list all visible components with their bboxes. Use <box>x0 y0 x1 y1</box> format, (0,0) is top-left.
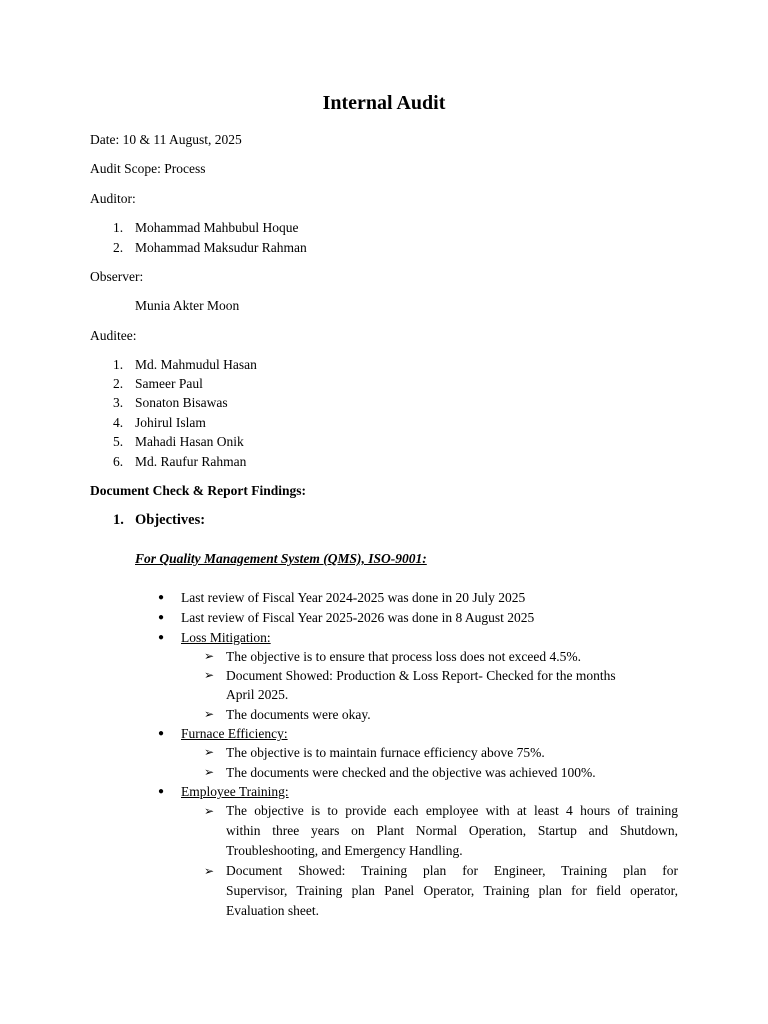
auditee-item: Sonaton Bisawas <box>135 395 228 410</box>
bullet-icon: ● <box>158 612 165 623</box>
auditor-item: Mohammad Mahbubul Hoque <box>135 220 299 235</box>
auditee-number: 3. <box>113 395 124 410</box>
audit-scope: Audit Scope: Process <box>90 161 206 176</box>
auditee-item: Johirul Islam <box>135 415 206 430</box>
arrow-bullet-icon: ➢ <box>204 864 215 878</box>
auditee-item: Sameer Paul <box>135 376 203 391</box>
auditor-item: Mohammad Maksudur Rahman <box>135 240 307 255</box>
training-item-line: within three years on Plant Normal Operation, Startup and Shutdown, <box>226 823 678 838</box>
furnace-item: The documents were checked and the objective was achieved 100%. <box>226 765 596 780</box>
page-title: Internal Audit <box>322 92 446 114</box>
auditor-number: 1. <box>113 220 124 235</box>
auditee-item: Md. Raufur Rahman <box>135 454 247 469</box>
auditee-number: 6. <box>113 454 124 469</box>
employee-training-label: Employee Training: <box>181 784 289 799</box>
bullet-icon: ● <box>158 632 165 643</box>
loss-item: The objective is to ensure that process loss does not exceed 4.5%. <box>226 649 582 664</box>
bullet-icon: ● <box>158 592 165 603</box>
auditor-number: 2. <box>113 240 124 255</box>
qms-subheading: For Quality Management System (QMS), ISO-9001: <box>135 551 427 566</box>
furnace-item: The objective is to maintain furnace efficiency above 75%. <box>226 745 545 760</box>
auditee-label: Auditee: <box>90 328 137 343</box>
training-item-line: Supervisor, Training plan Panel Operator, Training plan for field operator, <box>226 883 678 898</box>
arrow-bullet-icon: ➢ <box>204 649 215 663</box>
bullet-icon: ● <box>158 786 165 797</box>
arrow-bullet-icon: ➢ <box>204 765 215 779</box>
training-item <box>226 801 678 861</box>
auditee-number: 4. <box>113 415 124 430</box>
observer-label: Observer: <box>90 269 144 284</box>
loss-item-continuation: April 2025. <box>226 687 289 702</box>
training-document-item <box>226 861 678 921</box>
arrow-bullet-icon: ➢ <box>204 707 215 721</box>
loss-item: The documents were okay. <box>226 707 371 722</box>
observer-name: Munia Akter Moon <box>135 298 240 313</box>
training-item-line: Evaluation sheet. <box>226 903 319 918</box>
findings-heading: Document Check & Report Findings: <box>90 483 306 498</box>
training-item-line: Troubleshooting, and Emergency Handling. <box>226 843 463 858</box>
section-number: 1. <box>113 512 124 528</box>
arrow-bullet-icon: ➢ <box>204 804 215 818</box>
loss-item: Document Showed: Production & Loss Report- Checked for the months <box>226 668 616 683</box>
arrow-bullet-icon: ➢ <box>204 668 215 682</box>
auditee-number: 1. <box>113 357 124 372</box>
auditee-number: 2. <box>113 376 124 391</box>
auditee-number: 5. <box>113 434 124 449</box>
bullet-icon: ● <box>158 728 165 739</box>
review-item: Last review of Fiscal Year 2024-2025 was done in 20 July 2025 <box>181 590 526 605</box>
review-item: Last review of Fiscal Year 2025-2026 was done in 8 August 2025 <box>181 610 535 625</box>
auditee-item: Md. Mahmudul Hasan <box>135 357 257 372</box>
furnace-efficiency-label: Furnace Efficiency: <box>181 726 288 741</box>
training-item-line: Document Showed: Training plan for Engineer, Training plan for <box>226 863 678 878</box>
arrow-bullet-icon: ➢ <box>204 745 215 759</box>
audit-date: Date: 10 & 11 August, 2025 <box>90 132 242 147</box>
loss-mitigation-label: Loss Mitigation: <box>181 630 271 645</box>
section-heading: Objectives: <box>135 512 206 528</box>
auditor-label: Auditor: <box>90 191 136 206</box>
auditee-item: Mahadi Hasan Onik <box>135 434 244 449</box>
training-item-line: The objective is to provide each employee with at least 4 hours of training <box>226 803 678 818</box>
